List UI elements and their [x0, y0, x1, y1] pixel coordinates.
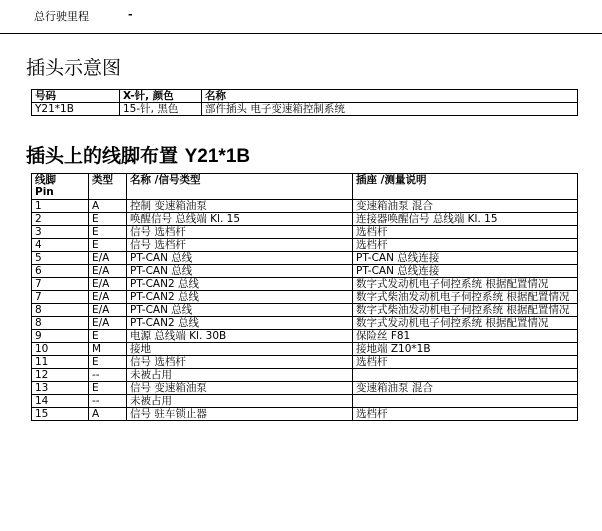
header-pins-color: X-针, 颜色 — [120, 90, 202, 103]
pin-signal-name: 信号 选档杆 — [127, 226, 353, 239]
pin-socket-notes: PT-CAN 总线连接 — [353, 265, 578, 278]
table-row — [32, 369, 578, 382]
table-row — [32, 343, 578, 356]
connector-diagram-title: 插头示意图 — [26, 57, 122, 79]
pin-type: -- — [89, 369, 127, 382]
pin-type: -- — [89, 395, 127, 408]
pin-number: 6 — [32, 265, 89, 278]
pin-number: 12 — [32, 369, 89, 382]
table-row — [32, 304, 578, 317]
mileage-label: 总行驶里程 — [34, 10, 89, 23]
pin-socket-notes: 数字式发动机电子伺控系统 根据配置情况 — [353, 278, 578, 291]
pin-socket-notes: 变速箱油泵 混合 — [353, 382, 578, 395]
connector-table-header — [32, 90, 578, 103]
table-row — [32, 278, 578, 291]
pin-number: 7 — [32, 291, 89, 304]
table-row — [32, 265, 578, 278]
table-row — [32, 382, 578, 395]
pin-type: E — [89, 356, 127, 369]
pin-socket-notes: 数字式柴油发动机电子伺控系统 根据配置情况 — [353, 291, 578, 304]
table-row — [32, 200, 578, 213]
pin-number: 10 — [32, 343, 89, 356]
pin-signal-name: 信号 选档杆 — [127, 239, 353, 252]
pin-type: E/A — [89, 252, 127, 265]
header-type: 类型 — [89, 174, 127, 200]
table-row — [32, 330, 578, 343]
pin-type: E — [89, 330, 127, 343]
pin-signal-name: 控制 变速箱油泵 — [127, 200, 353, 213]
table-row — [32, 239, 578, 252]
pin-socket-notes: 数字式柴油发动机电子伺控系统 根据配置情况 — [353, 304, 578, 317]
header-divider — [0, 33, 602, 34]
header-number: 号码 — [32, 90, 120, 103]
pin-signal-name: PT-CAN 总线 — [127, 252, 353, 265]
pin-assignment-table — [31, 173, 578, 421]
pin-signal-name: 电源 总线端 Kl. 30B — [127, 330, 353, 343]
pin-number: 3 — [32, 226, 89, 239]
table-row — [32, 291, 578, 304]
connector-number: Y21*1B — [32, 103, 120, 116]
pin-type: E/A — [89, 304, 127, 317]
pin-signal-name: PT-CAN2 总线 — [127, 278, 353, 291]
pin-socket-notes: 连接器唤醒信号 总线端 Kl. 15 — [353, 213, 578, 226]
pin-socket-notes: PT-CAN 总线连接 — [353, 252, 578, 265]
pin-socket-notes: 选档杆 — [353, 408, 578, 421]
pin-type: E/A — [89, 265, 127, 278]
pin-signal-name: 信号 选档杆 — [127, 356, 353, 369]
mileage-value: - — [128, 8, 133, 21]
pin-assignment-connector-code: Y21*1B — [184, 146, 251, 167]
pin-number: 9 — [32, 330, 89, 343]
pin-type: E/A — [89, 278, 127, 291]
pin-socket-notes: 数字式发动机电子伺控系统 根据配置情况 — [353, 317, 578, 330]
pin-type: E — [89, 213, 127, 226]
table-row — [32, 252, 578, 265]
pin-table-header — [32, 174, 578, 200]
pin-signal-name: 未被占用 — [127, 395, 353, 408]
total-mileage — [34, 8, 133, 24]
pin-type: E — [89, 226, 127, 239]
pin-type: M — [89, 343, 127, 356]
pin-socket-notes: 选档杆 — [353, 226, 578, 239]
pin-number: 7 — [32, 278, 89, 291]
pin-signal-name: PT-CAN2 总线 — [127, 291, 353, 304]
pin-assignment-title — [26, 141, 250, 168]
table-row — [32, 213, 578, 226]
table-row — [32, 395, 578, 408]
pin-signal-name: 信号 驻车锁止器 — [127, 408, 353, 421]
connector-table — [31, 89, 578, 116]
header-signal-name: 名称 /信号类型 — [127, 174, 353, 200]
pin-signal-name: PT-CAN 总线 — [127, 304, 353, 317]
table-row — [32, 356, 578, 369]
connector-pins-color: 15-针, 黑色 — [120, 103, 202, 116]
pin-number: 8 — [32, 317, 89, 330]
header-pin-cn: 线脚 — [35, 174, 56, 186]
pin-number: 4 — [32, 239, 89, 252]
pin-number: 15 — [32, 408, 89, 421]
pin-socket-notes: 保险丝 F81 — [353, 330, 578, 343]
pin-number: 1 — [32, 200, 89, 213]
pin-type: E/A — [89, 317, 127, 330]
pin-type: E — [89, 239, 127, 252]
pin-signal-name: 信号 变速箱油泵 — [127, 382, 353, 395]
pin-assignment-title-text: 插头上的线脚布置 — [26, 145, 185, 167]
pin-number: 5 — [32, 252, 89, 265]
header-socket-notes: 插座 /测量说明 — [353, 174, 578, 200]
table-row — [32, 408, 578, 421]
connector-table-row — [32, 103, 578, 116]
table-row — [32, 317, 578, 330]
pin-type: E — [89, 382, 127, 395]
pin-socket-notes: 变速箱油泵 混合 — [353, 200, 578, 213]
pin-type: A — [89, 408, 127, 421]
pin-socket-notes — [353, 395, 578, 408]
pin-signal-name: 唤醒信号 总线端 Kl. 15 — [127, 213, 353, 226]
pin-type: A — [89, 200, 127, 213]
header-pin-en: Pin — [35, 186, 54, 198]
connector-name: 部件插头 电子变速箱控制系统 — [202, 103, 578, 116]
pin-signal-name: PT-CAN2 总线 — [127, 317, 353, 330]
pin-type: E/A — [89, 291, 127, 304]
pin-socket-notes: 选档杆 — [353, 356, 578, 369]
pin-socket-notes — [353, 369, 578, 382]
pin-socket-notes: 接地端 Z10*1B — [353, 343, 578, 356]
pin-signal-name: PT-CAN 总线 — [127, 265, 353, 278]
pin-number: 13 — [32, 382, 89, 395]
pin-number: 2 — [32, 213, 89, 226]
pin-number: 11 — [32, 356, 89, 369]
pin-number: 14 — [32, 395, 89, 408]
pin-signal-name: 接地 — [127, 343, 353, 356]
pin-socket-notes: 选档杆 — [353, 239, 578, 252]
pin-signal-name: 未被占用 — [127, 369, 353, 382]
header-pin — [32, 174, 89, 200]
header-name: 名称 — [202, 90, 578, 103]
table-row — [32, 226, 578, 239]
pin-number: 8 — [32, 304, 89, 317]
